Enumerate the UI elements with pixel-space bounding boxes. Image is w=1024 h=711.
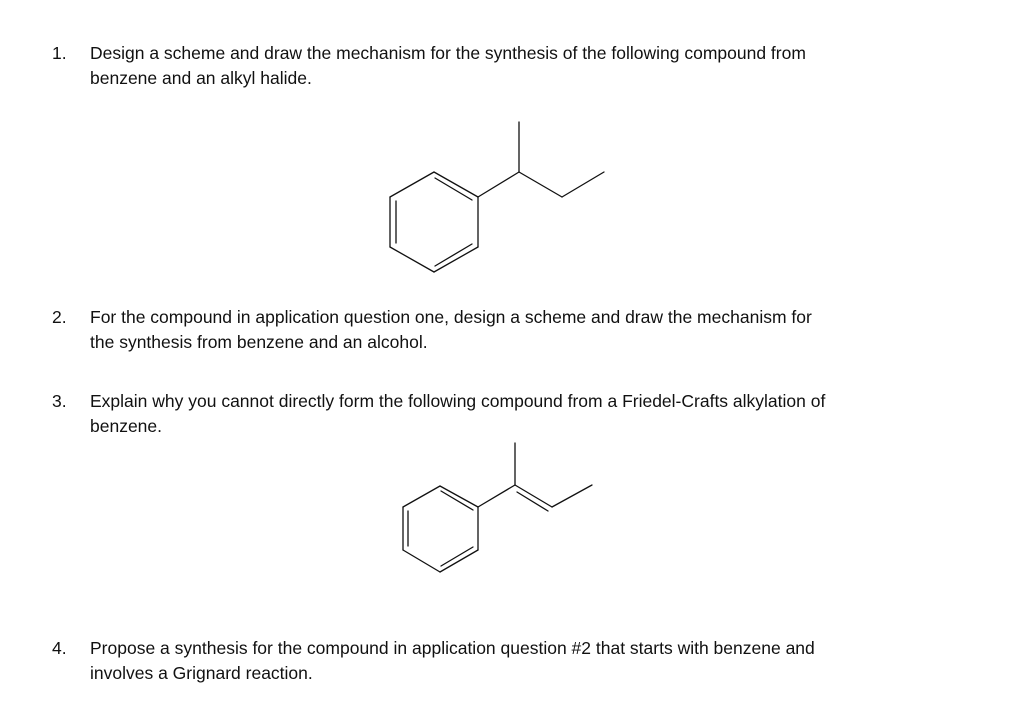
question-2-number: 2.	[52, 307, 67, 327]
question-1	[52, 41, 992, 91]
question-3-text: Explain why you cannot directly form the following compound from a Friedel-Crafts alkylation of benzene.	[90, 391, 826, 436]
ring-bond	[440, 486, 478, 507]
question-2-text: For the compound in application question one, design a scheme and draw the mechanism for the synthesis from benzene and an alcohol.	[90, 307, 812, 352]
chain-bond	[478, 172, 519, 197]
chain-bond	[552, 485, 592, 507]
question-3-number: 3.	[52, 391, 67, 411]
question-3	[52, 389, 992, 439]
ring-bond	[434, 247, 478, 272]
ring-double-bond	[435, 244, 472, 266]
chain-bond	[478, 485, 515, 507]
ring-double-bond	[441, 491, 473, 510]
sec-butylbenzene-structure	[380, 112, 620, 282]
question-4-number: 4.	[52, 638, 67, 658]
butenylbenzene-structure	[395, 436, 605, 576]
question-4-text: Propose a synthesis for the compound in application question #2 that starts with benzene and involves a Grignard reaction.	[90, 638, 815, 683]
ring-double-bond	[441, 547, 473, 566]
ring-bond	[390, 247, 434, 272]
question-1-number: 1.	[52, 43, 67, 63]
ring-bond	[440, 550, 478, 572]
question-1-text: Design a scheme and draw the mechanism for the synthesis of the following compound from benzene and an alkyl halide.	[90, 43, 806, 88]
question-2	[52, 305, 992, 355]
ring-double-bond	[435, 178, 472, 200]
ring-bond	[403, 486, 440, 507]
chain-bond	[519, 172, 562, 197]
chain-bond	[562, 172, 604, 197]
ring-bond	[434, 172, 478, 197]
ring-bond	[403, 550, 440, 572]
chain-bond	[515, 485, 552, 507]
ring-bond	[390, 172, 434, 197]
question-4	[52, 636, 992, 686]
